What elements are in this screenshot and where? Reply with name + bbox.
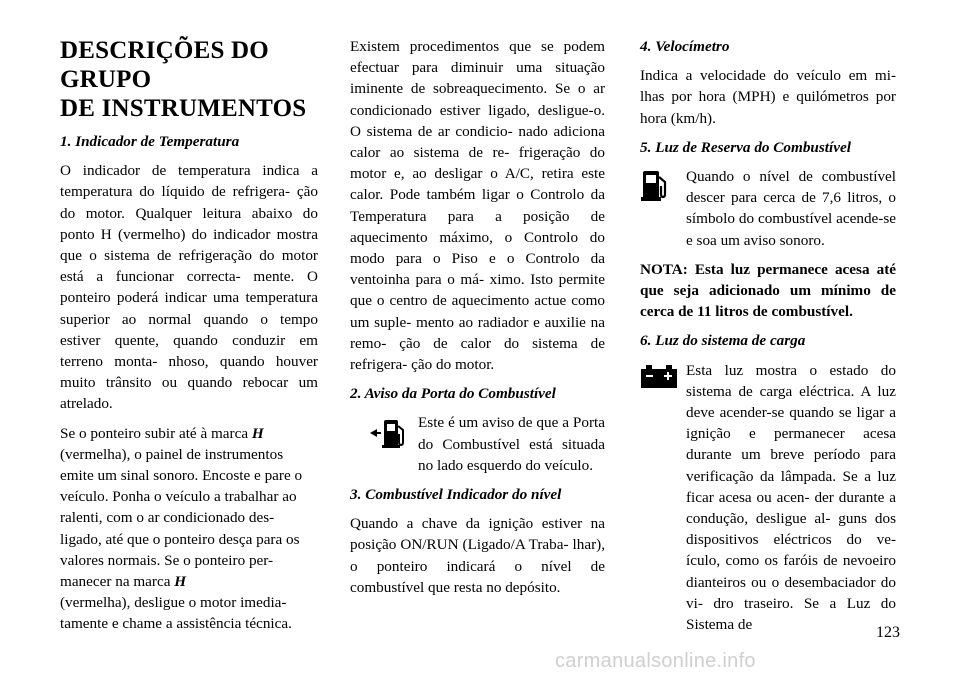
section-1-heading: 1. Indicador de Temperatura <box>60 133 240 150</box>
column-3 <box>640 36 896 635</box>
section-1-paragraph-2: Se o ponteiro subir até à marca H (vermelha), o painel de instrumentos emite um sinal sonoro. Encoste e pare o veículo. Ponha o veículo a trabalhar ao ralenti, com o ar condicionado des- ligado, até que o ponteiro desça para os valores normais. Se o ponteiro per- manecer na marca H (vermelha), desligue o motor imedia- tamente e chame a assistência técnica. <box>60 424 303 633</box>
section-6-paragraph: Esta luz mostra o estado do sistema de carga eléctrica. A luz deve acender-se quando se ligar a ignição e permanecer acesa durante um breve período para verificação da lâmpada. Se a luz ficar acesa ou acen- der durante a condução, desligue al- guns dos dispositivos eléctricos do ve- ículo, como os faróis de nevoeiro dianteiros ou o desembaciador do vi- dro traseiro. Se a Luz do Sistema de <box>686 361 896 634</box>
section-5-block <box>640 166 896 251</box>
battery-icon <box>640 364 680 390</box>
fuel-door-icon <box>368 416 408 452</box>
section-2-heading: 2. Aviso da Porta do Combustível <box>350 385 556 403</box>
section-1-paragraph-1: O indicador de temperatura indica a temperatura do líquido de refrigera- ção do motor. Qualquer leitura abaixo do ponto H (vermelho) do indicador mostra que o sistema de refrigeração do motor está a funcionar correcta- mente. O ponteiro poderá indicar uma temperatura superior ao normal quando o tempo estiver quente, quando conduzir em terreno monta- nhoso, quando houver muito trânsito ou quando rebocar um atrelado. <box>60 162 318 413</box>
section-3-paragraph: Quando a chave da ignição estiver na posição ON/RUN (Ligado/A Traba- lhar), o ponteiro indicará o nível de combustível que resta no depósito. <box>350 515 605 596</box>
column-1 <box>60 36 318 643</box>
section-3-heading: 3. Combustível Indicador do nível <box>350 486 562 504</box>
section-6-heading: 6. Luz do sistema de carga <box>640 332 806 350</box>
page-number: 123 <box>876 624 900 641</box>
section-5-heading: 5. Luz de Reserva do Combustível <box>640 138 851 156</box>
section-5-paragraph: Quando o nível de combustível descer para cerca de 7,6 litros, o símbolo do combustível acende-se e soa um aviso sonoro. <box>686 168 896 249</box>
note: NOTA: Esta luz permanece acesa até que seja adicionado um mínimo de cerca de 11 litros de combustível. <box>640 260 896 321</box>
section-1-paragraph-3: Existem procedimentos que se podem efectuar para diminuir uma situação iminente de sobreaquecimento. Se o ar condicionado estiver ligado, desligue-o. O sistema de ar condicio- nado adiciona calor ao sistema de re- frigeração do motor e, ao desligar o A/C, retira este calor. Pode também ligar o Controlo da Temperatura para a posição de aquecimento máximo, o Controlo do modo para o Piso e o Controlo da ventoinha para o má- ximo. Isto permite que o centro de aquecimento actue como um suple- mento ao radiador e auxilie na remo- ção de calor do sistema de refrigera- ção do motor. <box>350 38 605 374</box>
section-4-paragraph: Indica a velocidade do veículo em mi- lhas por hora (MPH) e quilómetros por hora (km/h). <box>640 67 896 127</box>
column-2 <box>350 36 605 606</box>
section-4-heading: 4. Velocímetro <box>640 38 730 55</box>
page-title: DESCRIÇÕES DO GRUPO DE INSTRUMENTOS <box>60 37 307 122</box>
fuel-pump-icon <box>640 168 672 204</box>
watermark: carmanualsonline.info <box>555 650 756 672</box>
section-2-paragraph: Este é um aviso de que a Porta do Combustível está situada no lado esquerdo do veículo. <box>418 414 605 474</box>
section-2-block <box>350 412 605 476</box>
section-6-block <box>640 360 896 636</box>
